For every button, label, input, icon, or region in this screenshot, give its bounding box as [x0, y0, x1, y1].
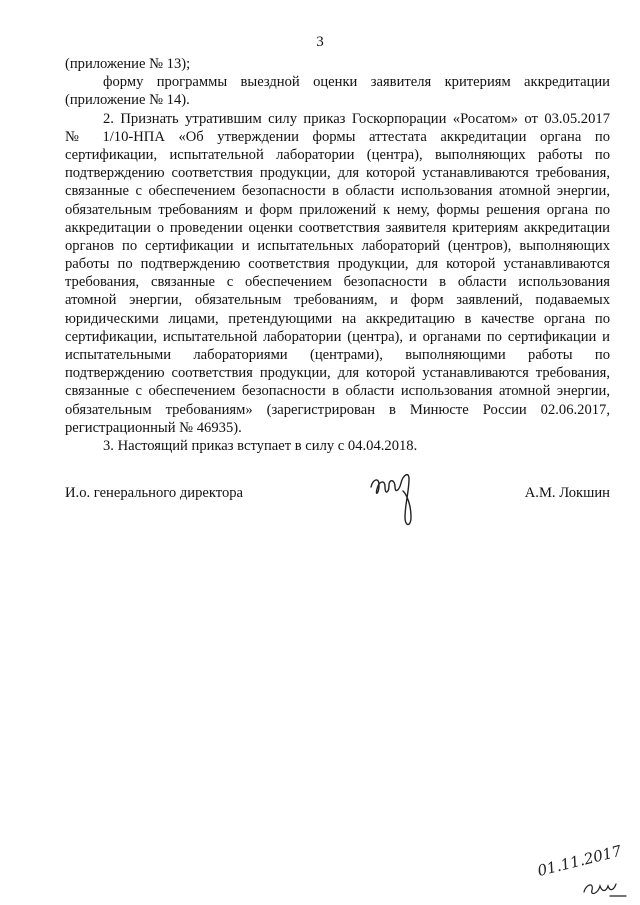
text-line: (приложение № 13);	[65, 56, 191, 72]
text-line: связанные с обеспечением безопасности в области использования атомной энергии,	[65, 183, 610, 200]
handwritten-date: 01.11.2017	[535, 841, 624, 880]
page-number: 3	[316, 34, 324, 50]
order-body-text	[65, 55, 610, 455]
signatory-name: А.М. Локшин	[524, 485, 610, 501]
signature-block	[65, 485, 610, 525]
text-line: обязательным требованиям» (зарегистрирован в Минюсте России 02.06.2017,	[65, 401, 610, 418]
text-line: испытательными лабораториями (центрами), выполняющими работы по	[65, 347, 610, 363]
handwritten-initials	[580, 876, 630, 900]
text-line: сертификации, испытательной лаборатории (центра), и органами по сертификации и	[65, 328, 610, 345]
text-line: регистрационный № 46935).	[65, 419, 242, 436]
text-line: требования, связанные с обеспечением безопасности в области использования	[65, 274, 610, 291]
text-line: 3. Настоящий приказ вступает в силу с 04.04.2018.	[103, 437, 418, 454]
text-line: сертификации, испытательной лаборатории (центра), выполняющих работы по	[65, 146, 610, 163]
text-line: (приложение № 14).	[65, 92, 190, 109]
text-line: форму программы выездной оценки заявителя критериям аккредитации	[103, 74, 610, 91]
text-line: атомной энергии, обязательным требованиям, и форм заявлений, подаваемых	[65, 292, 610, 309]
signatory-title: И.о. генерального директора	[65, 485, 244, 501]
handwritten-signature	[365, 465, 425, 535]
text-line: аккредитации о проведении оценки соответствия заявителя критериям аккредитации	[65, 219, 610, 236]
text-line: № 1/10-НПА «Об утверждении формы аттестата аккредитации органа по	[65, 128, 610, 145]
text-line: работы по подтверждению соответствия продукции, для которой устанавливаются	[65, 256, 610, 273]
text-line: 2. Признать утратившим силу приказ Госкорпорации «Росатом» от 03.05.2017	[103, 110, 610, 127]
text-line: юридическими лицами, претендующими на аккредитацию в качестве органа по	[65, 310, 610, 327]
text-line: связанные с обеспечением безопасности в области использования атомной энергии,	[65, 383, 610, 400]
text-line: органов по сертификации и испытательных лабораторий (центров), выполняющих	[65, 237, 610, 254]
text-line: подтверждению соответствия продукции, для которой устанавливаются требования,	[65, 165, 610, 182]
text-line: обязательным требованиям и форм приложений к нему, формы решения органа по	[65, 201, 610, 218]
text-line: подтверждению соответствия продукции, для которой устанавливаются требования,	[65, 365, 610, 382]
